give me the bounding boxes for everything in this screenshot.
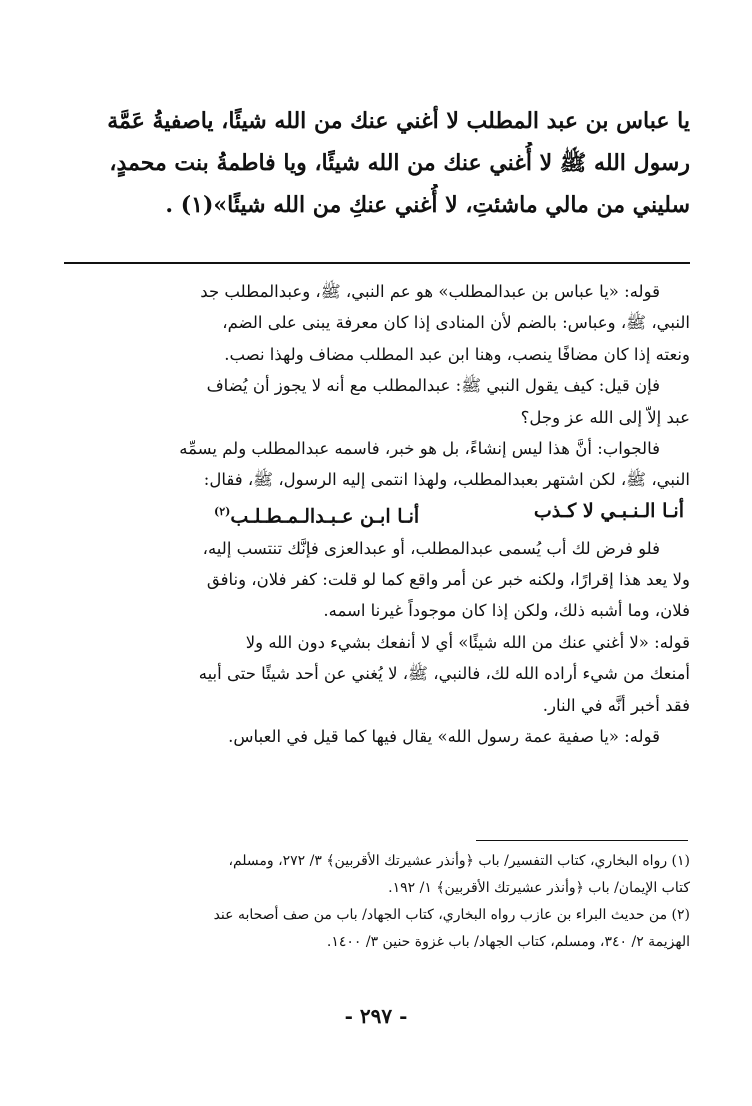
hadith-text bbox=[64, 100, 690, 226]
hadith-line: سليني من مالي ماشئتِ، لا أُغني عنكِ من الله شيئًا»(١) . bbox=[165, 192, 690, 218]
commentary-line: النبي، ﷺ، لكن اشتهر بعبدالمطلب، ولهذا انتمى إليه الرسول، ﷺ، فقال: bbox=[203, 470, 690, 490]
commentary-line: فلان، وما أشبه ذلك، ولكن إذا كان موجوداً غيرنا اسمه. bbox=[323, 601, 690, 621]
poem-verse bbox=[64, 496, 690, 533]
footnotes bbox=[64, 848, 690, 956]
hadith-line: يا عباس بن عبد المطلب لا أغني عنك من الله شيئًا، ياصفيةُ عَمَّة bbox=[107, 108, 690, 134]
commentary-line: قوله: «يا صفية عمة رسول الله» يقال فيها كما قيل في العباس. bbox=[228, 727, 660, 747]
footnote-divider bbox=[476, 840, 688, 841]
footnote-marker: (٢) bbox=[214, 504, 231, 518]
commentary-line: عبد إلاّ إلى الله عز وجل؟ bbox=[520, 407, 690, 427]
page-number: - ٢٩٧ - bbox=[344, 1004, 408, 1028]
section-divider bbox=[64, 262, 690, 264]
commentary-line: فالجواب: أنَّ هذا ليس إنشاءً، بل هو خبر، فاسمه عبدالمطلب ولم يسمِّه bbox=[179, 439, 660, 459]
footnote-line: كتاب الإيمان/ باب ﴿وأنذر عشيرتك الأقربين﴾ ١/ ١٩٢. bbox=[388, 880, 690, 896]
poem-hemistich-left: أنـا ابـن عـبـدالـمـطـلـب$^{(٢)}$ bbox=[214, 504, 420, 528]
commentary-line: فإن قيل: كيف يقول النبي ﷺ: عبدالمطلب مع أنه لا يجوز أن يُضاف bbox=[206, 376, 660, 396]
commentary-line: قوله: «يا عباس بن عبدالمطلب» هو عم النبي، ﷺ، وعبدالمطلب جد bbox=[200, 282, 660, 301]
commentary-line: فقد أخبر أنَّه في النار. bbox=[542, 695, 690, 715]
commentary-line: ولا يعد هذا إقرارًا، ولكنه خبر عن أمر واقع كما لو قلت: كفر فلان، ونافق bbox=[206, 569, 690, 589]
commentary-line: أمنعك من شيء أراده الله لك، فالنبي، ﷺ، لا يُغني عن أحد شيئًا حتى أبيه bbox=[198, 664, 690, 684]
footnote-line: (٢) من حديث البراء بن عازب رواه البخاري، كتاب الجهاد/ باب من صف أصحابه عند bbox=[213, 907, 690, 923]
commentary-line: فلو فرض لك أب يُسمى عبدالمطلب، أو عبدالعزى فإنَّك تنتسب إليه، bbox=[202, 538, 660, 558]
commentary-line: النبي، ﷺ، وعباس: بالضم لأن المنادى إذا كان معرفة يبنى على الضم، bbox=[222, 313, 690, 333]
footnote-line: (١) رواه البخاري، كتاب التفسير/ باب ﴿وأنذر عشيرتك الأقربين﴾ ٣/ ٢٧٢، ومسلم، bbox=[228, 853, 690, 869]
hadith-line: رسول الله ﷺ لا أُغني عنك من الله شيئًا، ويا فاطمةُ بنت محمدٍ، bbox=[109, 150, 690, 176]
commentary-line: قوله: «لا أغني عنك من الله شيئًا» أي لا أنفعك بشيء دون الله ولا bbox=[245, 632, 690, 652]
commentary bbox=[64, 276, 690, 752]
commentary-line: ونعته إذا كان مضافًا ينصب، وهنا ابن عبد المطلب مضاف ولهذا نصب. bbox=[224, 344, 690, 364]
poem-hemistich-right: أنـا الـنـبـي لا كـذب bbox=[533, 499, 684, 522]
footnote-line: الهزيمة ٢/ ٣٤٠، ومسلم، كتاب الجهاد/ باب غزوة حنين ٣/ ١٤٠٠. bbox=[326, 934, 690, 950]
